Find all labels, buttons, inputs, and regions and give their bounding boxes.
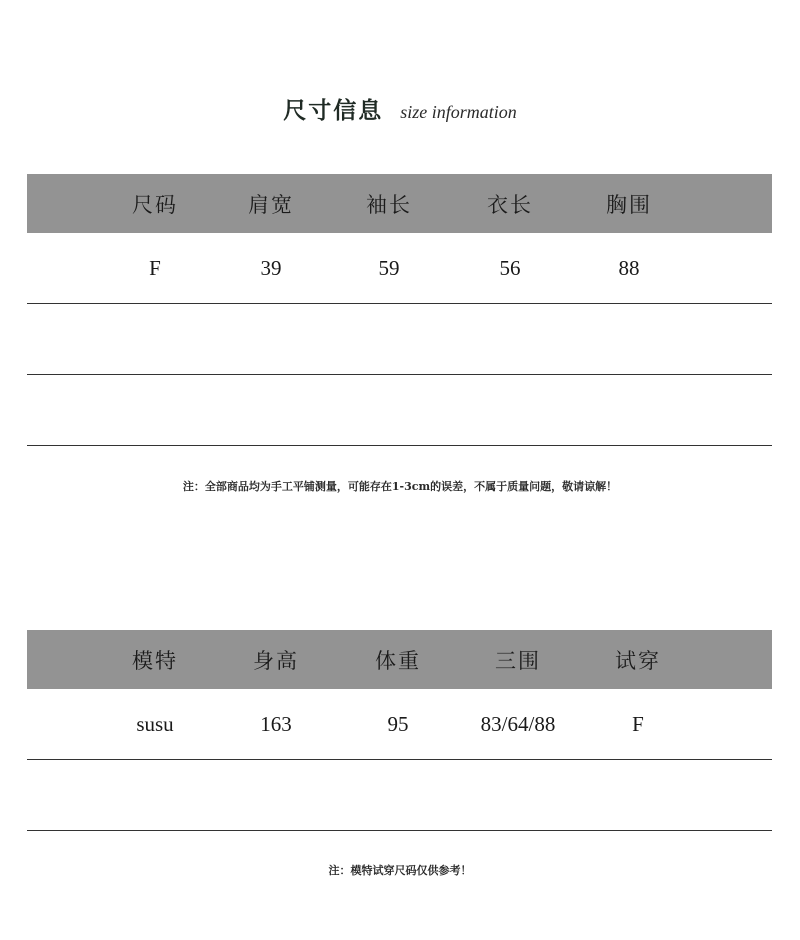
header-sleeve: 袖长	[366, 192, 412, 217]
cell-measurements	[458, 760, 578, 830]
cell-sleeve	[329, 375, 449, 445]
cell-weight	[338, 760, 458, 830]
cell-fitting-size: F	[632, 711, 644, 736]
table-row	[27, 760, 772, 831]
header-chest: 胸围	[606, 192, 652, 217]
header-length: 衣长	[487, 192, 533, 217]
header-model: 模特	[132, 648, 178, 673]
table-row	[27, 233, 772, 304]
title-english: size information	[400, 102, 517, 122]
cell-chest	[569, 375, 689, 445]
cell-sleeve: 59	[378, 255, 400, 280]
cell-fitting-size	[578, 760, 698, 830]
cell-shoulder	[211, 375, 331, 445]
size-note: 注：全部商品均为手工平铺测量，可能存在1-3cm的误差，不属于质量问题，敬请谅解！	[182, 480, 618, 493]
header-fitting-size: 试穿	[615, 648, 661, 673]
header-shoulder: 肩宽	[248, 192, 294, 217]
header-measurements: 三围	[495, 648, 541, 673]
size-table	[27, 174, 772, 446]
header-height: 身高	[253, 648, 299, 673]
title-chinese: 尺寸信息	[283, 97, 384, 124]
cell-height: 163	[260, 711, 292, 736]
cell-length	[450, 304, 570, 374]
page-title	[0, 92, 800, 125]
header-size: 尺码	[132, 192, 178, 217]
cell-chest: 88	[618, 255, 640, 280]
cell-length	[450, 375, 570, 445]
cell-size	[95, 304, 215, 374]
model-table-header	[27, 630, 772, 689]
cell-height	[216, 760, 336, 830]
header-weight: 体重	[375, 648, 421, 673]
cell-model: susu	[136, 711, 174, 736]
cell-model	[95, 760, 215, 830]
model-note: 注：模特试穿尺码仅供参考！	[328, 864, 472, 877]
cell-sleeve	[329, 304, 449, 374]
cell-shoulder	[211, 304, 331, 374]
cell-measurements: 83/64/88	[480, 711, 556, 736]
cell-shoulder: 39	[260, 255, 282, 280]
cell-weight: 95	[387, 711, 409, 736]
cell-size	[95, 375, 215, 445]
table-row	[27, 689, 772, 760]
size-table-header	[27, 174, 772, 233]
model-table	[27, 630, 772, 831]
cell-chest	[569, 304, 689, 374]
cell-size: F	[149, 255, 161, 280]
cell-length: 56	[499, 255, 521, 280]
table-row	[27, 375, 772, 446]
table-row	[27, 304, 772, 375]
